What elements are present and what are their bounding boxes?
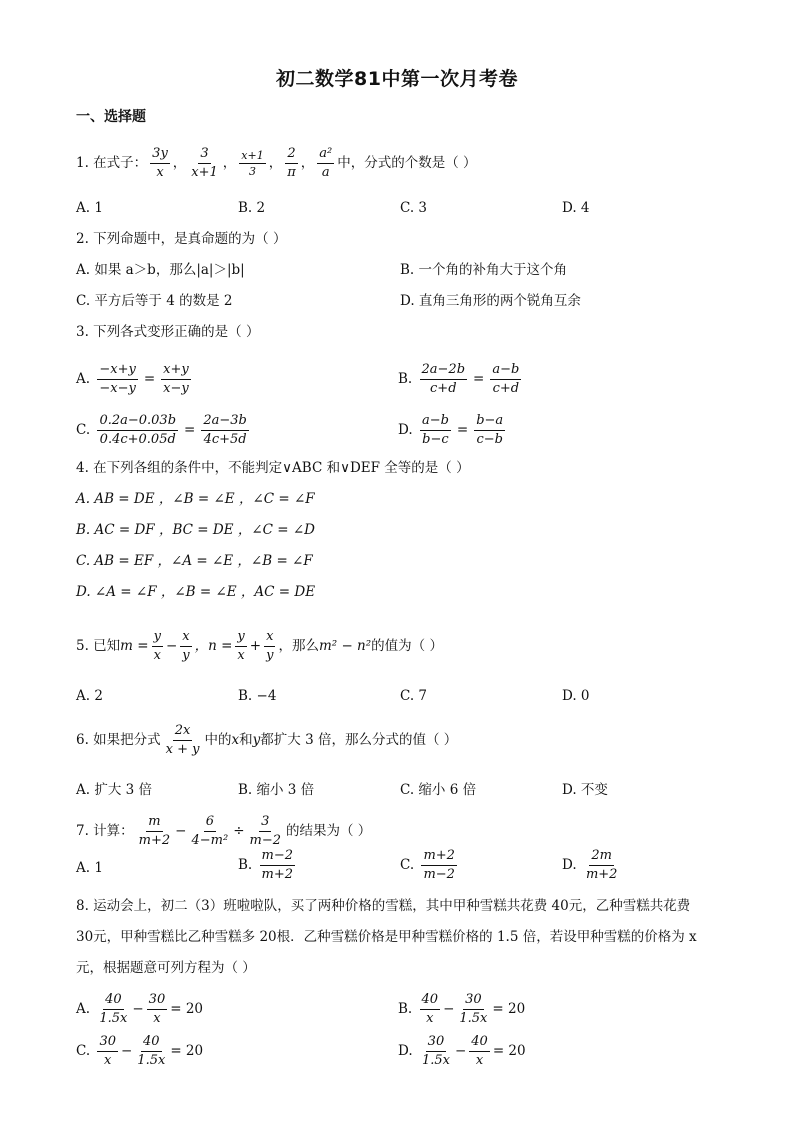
fraction-denominator: c−b: [476, 432, 503, 447]
fraction-numerator: 2x: [173, 723, 193, 741]
q3-option-b[interactable]: [398, 362, 524, 397]
question-4-stem: 4. 在下列各组的条件中，不能判定∨ABC 和∨DEF 全等的是（ ）: [76, 460, 470, 476]
fraction-denominator: m+2: [138, 833, 171, 848]
fraction-denominator: x: [153, 1011, 161, 1026]
question-8-line-2: 30元，甲种雪糕比乙种雪糕多 20根．乙种雪糕价格是甲种雪糕价格的 1.5 倍，若设甲种雪糕的价格为 x: [76, 929, 697, 945]
fraction-denominator: 1.5x: [421, 1053, 450, 1068]
fraction-numerator: x: [180, 629, 191, 647]
fraction-denominator: 1.5x: [137, 1053, 166, 1068]
fraction: [161, 362, 191, 397]
option-label: C.: [400, 857, 415, 873]
separator: ，: [268, 155, 283, 171]
q4-option-a[interactable]: A. AB = DE ，∠B = ∠E ，∠C = ∠F: [76, 491, 315, 507]
fraction: [97, 992, 129, 1027]
q1-option-a[interactable]: A. 1: [76, 200, 103, 216]
question-3-stem: 3. 下列各式变形正确的是（ ）: [76, 324, 260, 340]
q5-option-c[interactable]: C. 7: [400, 688, 428, 704]
q3-option-a[interactable]: [76, 362, 194, 397]
equals-sign: =: [143, 371, 156, 387]
fraction: [248, 814, 284, 849]
question-2-stem: 2. 下列命题中，是真命题的为（ ）: [76, 231, 287, 247]
q5-option-d[interactable]: D. 0: [562, 688, 590, 704]
fraction-numerator: m+2: [421, 848, 457, 866]
q1-stem-prefix: 1. 在式子：: [76, 155, 148, 171]
fraction-denominator: 1.5x: [459, 1011, 488, 1026]
q8-option-c[interactable]: [76, 1034, 203, 1069]
fraction-numerator: m−2: [260, 848, 296, 866]
option-label: D.: [398, 1043, 413, 1059]
question-8-line-3: 元，根据题意可列方程为（ ）: [76, 960, 256, 976]
separator: ，: [222, 155, 237, 171]
q1-fraction-2: [189, 146, 220, 181]
fraction-denominator: m−2: [249, 833, 281, 848]
option-label: D.: [398, 422, 413, 438]
q6-option-a[interactable]: A. 扩大 3 倍: [76, 782, 153, 798]
fraction: [180, 629, 191, 664]
q4-option-b[interactable]: B. AC = DF ，BC = DE ，∠C = ∠D: [76, 522, 315, 538]
fraction-denominator: x: [153, 648, 161, 663]
question-5-stem: [76, 629, 443, 664]
equals-sign: =: [184, 422, 196, 438]
fraction: [135, 1034, 167, 1069]
fraction-denominator: a: [321, 165, 330, 180]
fraction: [420, 362, 468, 397]
question-7-stem: [76, 814, 371, 849]
equals-sign: =: [456, 422, 469, 438]
fraction-denominator: 4c+5d: [203, 432, 247, 447]
q6-stem-prefix: 6. 如果把分式: [76, 732, 161, 748]
page-title: 初二数学81中第一次月考卷: [276, 68, 518, 90]
option-label: C.: [76, 1043, 91, 1059]
fraction-numerator: 40: [469, 1034, 490, 1052]
fraction: [474, 413, 505, 448]
minus-sign: −: [175, 823, 187, 839]
question-1-stem: [76, 146, 477, 181]
fraction-numerator: b−a: [474, 413, 505, 431]
fraction-denominator: x−y: [163, 381, 189, 396]
fraction-numerator: y: [152, 629, 163, 647]
fraction-numerator: x+y: [161, 362, 191, 380]
math-expression: m² − n²: [318, 638, 372, 654]
fraction-denominator: x: [237, 648, 245, 663]
plus-sign: +: [249, 638, 262, 654]
fraction-denominator: π: [287, 165, 296, 180]
q7-option-b[interactable]: [238, 848, 298, 883]
minus-sign: −: [443, 1001, 455, 1017]
fraction-denominator: x: [156, 165, 164, 180]
fraction-numerator: 40: [420, 992, 441, 1010]
q7-option-c[interactable]: [400, 848, 460, 883]
q5-stem-prefix: 5. 已知: [76, 638, 121, 654]
q6-option-d[interactable]: D. 不变: [562, 782, 608, 798]
q2-option-d[interactable]: D. 直角三角形的两个锐角互余: [400, 293, 581, 309]
math-expression: m =: [120, 638, 149, 654]
fraction-denominator: x+1: [191, 165, 218, 180]
fraction-numerator: m: [146, 814, 162, 832]
option-label: B.: [398, 371, 413, 387]
option-label: A.: [76, 371, 91, 387]
q7-option-a[interactable]: A. 1: [76, 860, 103, 876]
fraction-denominator: 3: [249, 165, 256, 178]
fraction-numerator: 6: [204, 814, 216, 832]
option-label: B.: [238, 857, 253, 873]
fraction-denominator: −x−y: [99, 381, 136, 396]
fraction-numerator: 30: [463, 992, 484, 1010]
q6-option-b[interactable]: B. 缩小 3 倍: [238, 782, 315, 798]
fraction-numerator: 2a−3b: [201, 413, 249, 431]
fraction-denominator: c+d: [430, 381, 457, 396]
fraction: [264, 629, 275, 664]
fraction-numerator: 2a−2b: [420, 362, 468, 380]
q4-option-c[interactable]: C. AB = EF ，∠A = ∠E ，∠B = ∠F: [76, 553, 313, 569]
q1-stem-suffix: 中，分式的个数是（ ）: [337, 155, 477, 171]
fraction-numerator: 3: [259, 814, 271, 832]
fraction-numerator: 30: [97, 1034, 118, 1052]
fraction: [490, 362, 521, 397]
equals-sign: =: [473, 371, 485, 387]
fraction: [421, 848, 457, 883]
fraction: [97, 413, 178, 448]
q2-option-c[interactable]: C. 平方后等于 4 的数是 2: [76, 293, 233, 309]
q8-option-a[interactable]: [76, 992, 203, 1027]
q3-option-d[interactable]: [398, 413, 508, 448]
q5-option-a[interactable]: A. 2: [76, 688, 103, 704]
q1-fraction-4: [285, 146, 298, 181]
separator: ，: [300, 155, 315, 171]
fraction-denominator: m+2: [585, 867, 618, 882]
fraction: [420, 1034, 452, 1069]
q8-option-d[interactable]: [398, 1034, 526, 1069]
q2-option-a[interactable]: A. 如果 a＞b，那么|a|＞|b|: [76, 262, 245, 278]
fraction-denominator: x: [426, 1011, 434, 1026]
fraction-numerator: y: [235, 629, 246, 647]
fraction-numerator: 30: [147, 992, 168, 1010]
fraction-numerator: a−b: [490, 362, 521, 380]
math-expression: ，n =: [194, 638, 233, 654]
fraction: [147, 992, 168, 1027]
q6-stem-suffix: 都扩大 3 倍，那么分式的值（ ）: [260, 732, 458, 748]
fraction: [235, 629, 246, 664]
q7-stem-prefix: 7. 计算：: [76, 823, 134, 839]
fraction: [420, 413, 451, 448]
q1-fraction-1: [150, 146, 170, 181]
fraction-numerator: 0.2a−0.03b: [97, 413, 178, 431]
equation-rhs: = 20: [170, 1043, 204, 1059]
fraction: [584, 848, 620, 883]
option-label: A.: [76, 1001, 91, 1017]
equation-rhs: = 20: [170, 1001, 203, 1017]
q6-option-c[interactable]: C. 缩小 6 倍: [400, 782, 477, 798]
q5-stem-middle: ，那么: [278, 638, 319, 654]
fraction-numerator: 2m: [589, 848, 614, 866]
fraction-numerator: −x+y: [97, 362, 137, 380]
fraction-denominator: c+d: [492, 381, 520, 396]
fraction-numerator: 30: [426, 1034, 447, 1052]
divide-sign: ÷: [233, 823, 245, 839]
fraction-numerator: 3: [198, 146, 210, 164]
fraction: [137, 814, 173, 849]
equation-rhs: = 20: [492, 1001, 526, 1017]
variable-x: x: [231, 732, 240, 748]
fraction-numerator: x: [264, 629, 275, 647]
q4-option-d[interactable]: D. ∠A = ∠F ，∠B = ∠E ，AC = DE: [76, 584, 316, 600]
fraction-denominator: 0.4c+0.05d: [99, 432, 176, 447]
fraction: [457, 992, 489, 1027]
minus-sign: −: [165, 638, 178, 654]
minus-sign: −: [120, 1043, 133, 1059]
q5-option-b[interactable]: B. −4: [238, 688, 277, 704]
fraction-numerator: 40: [103, 992, 124, 1010]
q5-stem-suffix: 的值为（ ）: [371, 638, 443, 654]
fraction-denominator: y: [182, 648, 190, 663]
fraction-denominator: y: [266, 648, 274, 663]
fraction-denominator: b−c: [422, 432, 449, 447]
q1-option-d[interactable]: D. 4: [562, 200, 590, 216]
fraction-numerator: x+1: [241, 149, 264, 162]
option-label: C.: [76, 422, 91, 438]
fraction: [152, 629, 163, 664]
q8-option-b[interactable]: [398, 992, 525, 1027]
fraction-denominator: m+2: [261, 867, 294, 882]
question-6-stem: [76, 723, 457, 758]
fraction: [420, 992, 441, 1027]
option-label: B.: [398, 1001, 413, 1017]
separator: ，: [172, 155, 187, 171]
q1-option-c[interactable]: C. 3: [400, 200, 428, 216]
q1-fraction-5: [317, 146, 334, 181]
section-heading: 一、选择题: [76, 109, 146, 125]
option-label: D.: [562, 857, 577, 873]
fraction: [260, 848, 296, 883]
fraction-numerator: a−b: [420, 413, 451, 431]
q7-option-d[interactable]: [562, 848, 622, 883]
q7-stem-suffix: 的结果为（ ）: [286, 823, 372, 839]
fraction: [164, 723, 202, 758]
q1-option-b[interactable]: B. 2: [238, 200, 266, 216]
minus-sign: −: [454, 1043, 467, 1059]
fraction-denominator: x + y: [165, 742, 200, 757]
fraction: [97, 1034, 118, 1069]
q6-stem-middle: 中的: [204, 732, 232, 748]
fraction-numerator: 2: [285, 146, 297, 164]
fraction-denominator: x: [104, 1053, 112, 1068]
fraction-denominator: 4−m²: [191, 833, 229, 848]
minus-sign: −: [132, 1001, 144, 1017]
q2-option-b[interactable]: B. 一个角的补角大于这个角: [400, 262, 568, 278]
equation-rhs: = 20: [492, 1043, 526, 1059]
fraction: [469, 1034, 490, 1069]
fraction: [189, 814, 230, 849]
conjunction: 和: [239, 732, 253, 748]
fraction: [201, 413, 249, 448]
q1-fraction-3: [239, 149, 265, 178]
fraction-denominator: x: [475, 1053, 484, 1068]
fraction-numerator: a²: [317, 146, 334, 164]
q3-option-c[interactable]: [76, 413, 252, 448]
fraction-numerator: 3y: [150, 146, 170, 164]
fraction-denominator: m−2: [423, 867, 455, 882]
fraction-denominator: 1.5x: [99, 1011, 128, 1026]
fraction: [97, 362, 137, 397]
fraction-numerator: 40: [141, 1034, 162, 1052]
question-8-line-1: 8. 运动会上，初二（3）班啦啦队，买了两种价格的雪糕，其中甲种雪糕共花费 40元，乙种雪糕共花费: [76, 898, 691, 914]
variable-y: y: [252, 732, 261, 748]
